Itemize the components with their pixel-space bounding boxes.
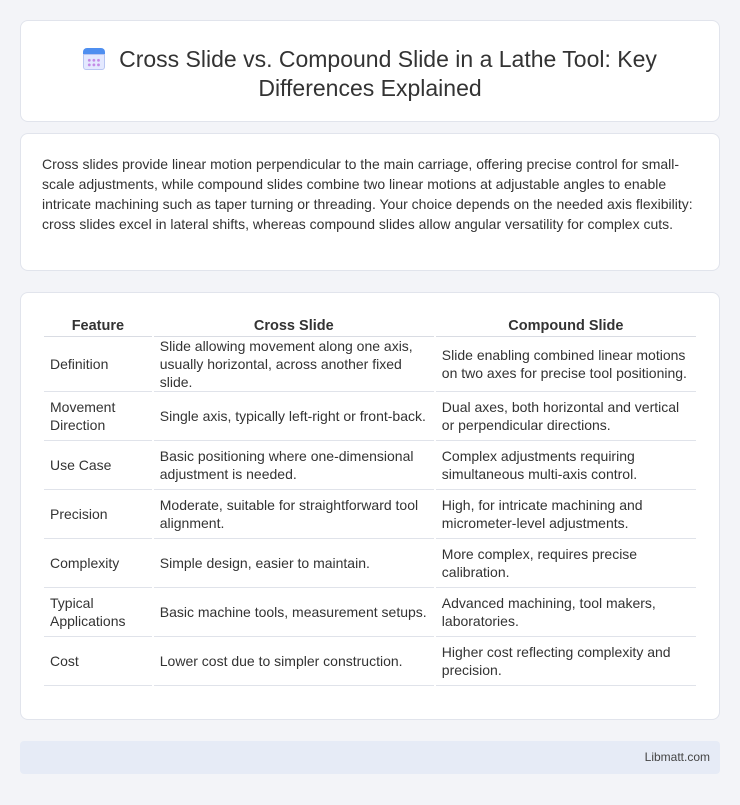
table-row [44, 441, 696, 490]
compound-slide-cell: Higher cost reflecting complexity and precision. [436, 637, 696, 686]
header-cross-slide: Cross Slide [154, 315, 434, 337]
intro-card [20, 133, 720, 271]
cross-slide-cell: Slide allowing movement along one axis, usually horizontal, across another fixed slide. [154, 337, 434, 392]
calendar-icon [83, 48, 105, 70]
feature-cell: Cost [44, 637, 152, 686]
comparison-table [42, 315, 698, 686]
compound-slide-cell: Advanced machining, tool makers, laboratories. [436, 588, 696, 637]
title-card [20, 20, 720, 122]
compound-slide-cell: High, for intricate machining and micrometer-level adjustments. [436, 490, 696, 539]
compound-slide-cell: Dual axes, both horizontal and vertical or perpendicular directions. [436, 392, 696, 441]
table-header-row [44, 315, 696, 337]
compound-slide-cell: Complex adjustments requiring simultaneous multi-axis control. [436, 441, 696, 490]
compound-slide-cell: Slide enabling combined linear motions on two axes for precise tool positioning. [436, 337, 696, 392]
header-compound-slide: Compound Slide [436, 315, 696, 337]
table-row [44, 539, 696, 588]
table-row [44, 490, 696, 539]
footer-site-link[interactable]: Libmatt.com [644, 750, 710, 764]
page-title [61, 45, 679, 103]
page-title-text: Cross Slide vs. Compound Slide in a Lathe Tool: Key Differences Explained [119, 46, 657, 101]
cross-slide-cell: Basic positioning where one-dimensional adjustment is needed. [154, 441, 434, 490]
cross-slide-cell: Simple design, easier to maintain. [154, 539, 434, 588]
feature-cell: Definition [44, 337, 152, 392]
feature-cell: Precision [44, 490, 152, 539]
feature-cell: Movement Direction [44, 392, 152, 441]
table-row [44, 588, 696, 637]
feature-cell: Use Case [44, 441, 152, 490]
intro-paragraph: Cross slides provide linear motion perpendicular to the main carriage, offering precise control for small-scale adjustments, while compound slides combine two linear motions at adjustable angles to enable intricate machining such as taper turning or threading. Your choice depends on the needed axis flexibility: cross slides excel in lateral shifts, whereas compound slides allow angular versatility for complex cuts. [42, 156, 693, 232]
cross-slide-cell: Single axis, typically left-right or front-back. [154, 392, 434, 441]
table-row [44, 337, 696, 392]
table-row [44, 637, 696, 686]
cross-slide-cell: Moderate, suitable for straightforward tool alignment. [154, 490, 434, 539]
cross-slide-cell: Lower cost due to simpler construction. [154, 637, 434, 686]
feature-cell: Typical Applications [44, 588, 152, 637]
compound-slide-cell: More complex, requires precise calibration. [436, 539, 696, 588]
cross-slide-cell: Basic machine tools, measurement setups. [154, 588, 434, 637]
feature-cell: Complexity [44, 539, 152, 588]
header-feature: Feature [44, 315, 152, 337]
table-row [44, 392, 696, 441]
comparison-card [20, 292, 720, 720]
footer-bar [20, 741, 720, 774]
